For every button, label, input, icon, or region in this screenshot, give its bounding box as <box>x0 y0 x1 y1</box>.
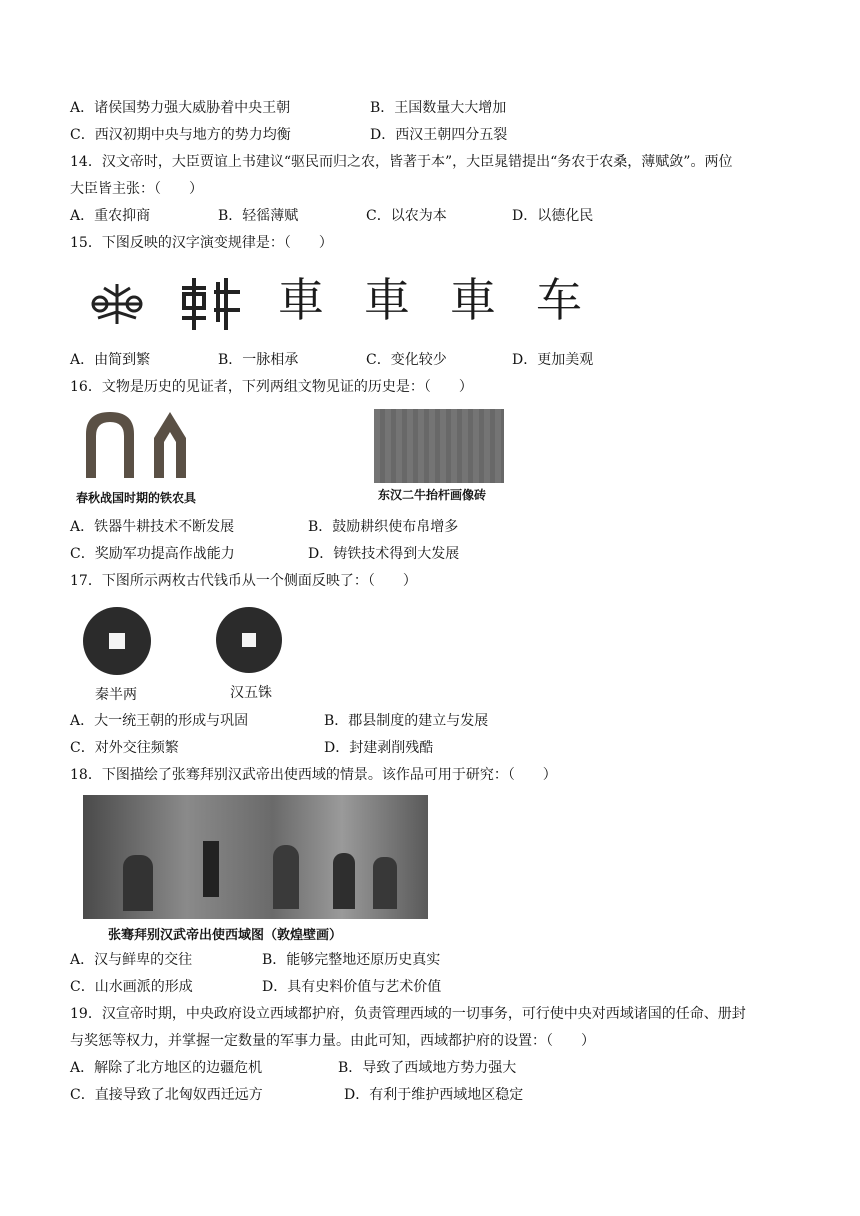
q13-option-c: C．西汉初期中央与地方的势力均衡 <box>70 127 291 143</box>
character-evolution-figure <box>78 268 598 340</box>
regular-script-glyph: 車 <box>450 273 496 327</box>
q18-option-c: C．山水画派的形成 <box>70 979 193 995</box>
seal-script-glyph: 車 <box>278 273 324 327</box>
q16-option-a: A．铁器牛耕技术不断发展 <box>70 519 235 535</box>
q13-option-b: B．王国数量大大增加 <box>370 100 507 116</box>
bronze-script-glyph <box>178 274 244 334</box>
q18-option-b: B．能够完整地还原历史真实 <box>262 952 441 968</box>
q19-option-b: B．导致了西域地方势力强大 <box>338 1060 517 1076</box>
iron-tools-photo <box>78 408 228 488</box>
q18-option-a: A．汉与鲜卑的交往 <box>70 952 193 968</box>
q13-option-a: A．诸侯国势力强大威胁着中央王朝 <box>70 100 291 116</box>
q15-option-d: D．更加美观 <box>512 352 594 368</box>
q17-option-b: B．郡县制度的建立与发展 <box>324 713 489 729</box>
q16-option-c: C．奖励军功提高作战能力 <box>70 546 235 562</box>
q17-option-d: D．封建剥削残酷 <box>324 740 434 756</box>
q16-option-d: D．铸铁技术得到大发展 <box>308 546 460 562</box>
han-wuzhu-coin <box>216 607 282 673</box>
q15-option-a: A．由简到繁 <box>70 352 151 368</box>
ox-plowing-brick-photo <box>374 409 504 483</box>
clerical-script-glyph: 車 <box>364 273 410 327</box>
zhang-qian-mural-photo <box>83 795 428 919</box>
q13-option-d: D．西汉王朝四分五裂 <box>370 127 508 143</box>
q14-option-c: C．以农为本 <box>366 208 447 224</box>
q19-option-c: C．直接导致了北匈奴西迁远方 <box>70 1087 263 1103</box>
q19-stem-line2: 与奖惩等权力，并掌握一定数量的军事力量。由此可知，西域都护府的设置：（ ） <box>70 1033 595 1049</box>
q16-option-b: B．鼓励耕织使布帛增多 <box>308 519 459 535</box>
q14-option-d: D．以德化民 <box>512 208 594 224</box>
mural-caption: 张骞拜别汉武帝出使西域图（敦煌壁画） <box>108 928 343 943</box>
q14-stem-line2: 大臣皆主张：（ ） <box>70 181 203 197</box>
q14-stem-line1: 14．汉文帝时，大臣贾谊上书建议“驱民而归之农，皆著于本”，大臣晁错提出“务农于农桑，薄赋敛”。两位 <box>70 154 733 170</box>
ox-plowing-brick-caption: 东汉二牛抬杆画像砖 <box>378 488 487 502</box>
iron-tools-caption: 春秋战国时期的铁农具 <box>76 491 197 505</box>
coin1-caption: 秦半两 <box>95 687 137 703</box>
qin-banliang-coin <box>83 607 151 675</box>
q16-stem: 16．文物是历史的见证者，下列两组文物见证的历史是：（ ） <box>70 379 473 395</box>
q17-stem: 17．下图所示两枚古代钱币从一个侧面反映了：（ ） <box>70 573 417 589</box>
oracle-bone-glyph <box>86 278 148 330</box>
q15-option-c: C．变化较少 <box>366 352 447 368</box>
q19-stem-line1: 19．汉宣帝时期，中央政府设立西域都护府，负责管理西域的一切事务，可行使中央对西域诸国的任命、册封 <box>70 1006 746 1022</box>
q15-stem: 15．下图反映的汉字演变规律是：（ ） <box>70 235 333 251</box>
coin2-caption: 汉五铢 <box>230 685 272 701</box>
q14-option-a: A．重农抑商 <box>70 208 151 224</box>
q15-option-b: B．一脉相承 <box>218 352 299 368</box>
q18-option-d: D．具有史料价值与艺术价值 <box>262 979 442 995</box>
q18-stem: 18．下图描绘了张骞拜别汉武帝出使西域的情景。该作品可用于研究：（ ） <box>70 767 557 783</box>
q19-option-d: D．有利于维护西域地区稳定 <box>344 1087 524 1103</box>
q17-option-a: A．大一统王朝的形成与巩固 <box>70 713 249 729</box>
q17-option-c: C．对外交往频繁 <box>70 740 179 756</box>
simplified-glyph: 车 <box>536 273 582 327</box>
q14-option-b: B．轻徭薄赋 <box>218 208 299 224</box>
q19-option-a: A．解除了北方地区的边疆危机 <box>70 1060 263 1076</box>
